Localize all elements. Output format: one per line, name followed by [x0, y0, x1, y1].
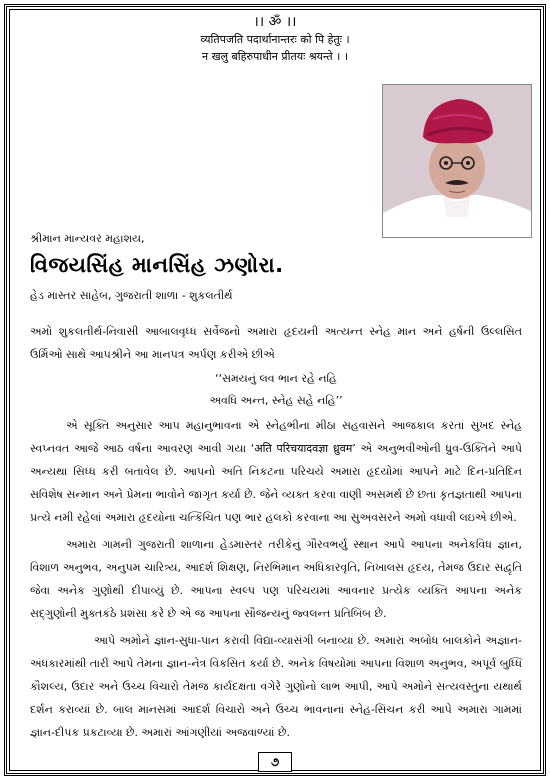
- paragraph-4: આપે અમોને જ્ઞાન-સુધા-પાન કરાવી વિદ્યા-વ્યાસંગી બનાવ્યા છે. અમારાં અબોધ બાલકોને અજ્ઞાન-અંધકારમાંથી તારી આપે તેમના જ્ઞાન-નેત્ર વિકસિત કર્યા છે. અનેક વિષયોમાં આપના વિશાળ અનુભવ, અપૂર્વ બુધ્ધિ કૌશલ્ય, ઉદાર અને ઉચ્ચ વિચારો તેમજ કાર્યદક્ષતા વગેરે ગુણોનો લાભ આપી, આપે અમોને સત્યવસ્તુના યથાર્થ દર્શન કરાવ્યાં છે. બાલ માનસમાં આદર્શ વિચારો અને ઉચ્ચ ભાવનાનાં સ્નેહ-સિંચન કરી આપે અમારા ગામમાં જ્ઞાન-દીપક પ્રકટાવ્યા છે. અમારાં આંગણીયાં અજવાળ્યાં છે.: [30, 634, 522, 739]
- paragraph-1: અમો શુકલતીર્થ-નિવાસી આબાલવૃધ્ધ સર્વેજનો અમારા હૃદયની અત્યન્ત સ્નેહ માન અને હર્ષની ઉલ્લસિત ઉર્મિઓ સાથે આપશ્રીને આ માનપત્ર અર્પણ કરીએ છીએ: [30, 325, 522, 361]
- page-number: ૭: [258, 752, 292, 772]
- sanskrit-line-1: व्यतिपजति पदार्थानान्तरः को पि हेतुः ।: [200, 33, 350, 46]
- recipient-role: હેડ માસ્તર સાહેબ, ગુજરાતી શાળા - શુકલતીર્થ: [30, 289, 233, 302]
- quote-line-1: ‘‘સમયનું લવ ભાન રહે નહિ: [215, 372, 337, 385]
- paragraph-2: એ સૂક્તિ અનુસાર આપ મહાનુભાવના એ સ્નેહભીના મીઠા સહવાસને આજકાલ કરતાં સુખદ સ્નેહ સ્વપ્નવત આજે આઠ વર્ષના આવરણ આવી ગયા ‘अति परिचयादवज्ञा ध्रुवम’ એ અનુભવીઓની ધ્રુવ-ઉક્તિને આપે અન્યથા સિધ્ધ કરી બતાવેલ છે. આપનો અતિ નિકટના પરિચયે અમારા હૃદયોમાં આપને માટે દિન-પ્રતિદિન સવિશેષ સન્માન અને પ્રેમના ભાવોને જાગૃત કર્યા છે. જેને વ્યક્ત કરવા વાણી અસમર્થ છે છતાં કૃતજ્ઞતાથી આપના પ્રત્યે નમી રહેલાં અમારા હૃદયોના ચત્કિંચિત પણ ભાર હલકો કરવાના આ સુઅવસરને અમો વધાવી લઇએ છીએ.: [30, 419, 522, 524]
- paragraph-3: અમારા ગામની ગુજરાતી શાળાના હેડમાસ્તર તરીકેનું ગૌરવભર્યુ સ્થાન આપે આપના અનેકવિધ જ્ઞાન, વિશાળ અનુભવ, અનુપમ ચારિત્ર્ય, આદર્શ શિક્ષણ, નિરભિમાન અધિકારવૃતિ, નિખાલસ હૃદય, તેમજ ઉદાર સદ્વૃતિ જેવા અનેક ગુણોથી દીપાવ્યું છે. આપના સ્વલ્પ પણ પરિચયમાં આવનાર પ્રત્યેક વ્યક્તિ આપના અનેક સદ્ગુણોની મુક્તકંઠે પ્રશંસા કરે છે એ જ આપના સૌજન્યનું જ્વલન્ત પ્રતિબિંબ છે.: [30, 538, 522, 620]
- sanskrit-header: [0, 14, 550, 65]
- quote-line-2: અવધિ અન્ત, સ્નેહ સહે નહિ’’: [209, 394, 343, 407]
- recipient-name: વિજયસિંહ માનસિંહ ઝણોરા.: [30, 253, 284, 277]
- portrait-photo: [382, 84, 532, 238]
- salutation: શ્રીમાન માન્યવર મહાશય,: [30, 232, 145, 245]
- om-line: ।। ॐ ।।: [253, 14, 297, 30]
- portrait-image: [383, 85, 531, 237]
- sanskrit-line-2: न खलु बहिरुपाधीन प्रीतयः श्रयन्ते । ।: [201, 50, 349, 63]
- letter-body: [30, 320, 522, 748]
